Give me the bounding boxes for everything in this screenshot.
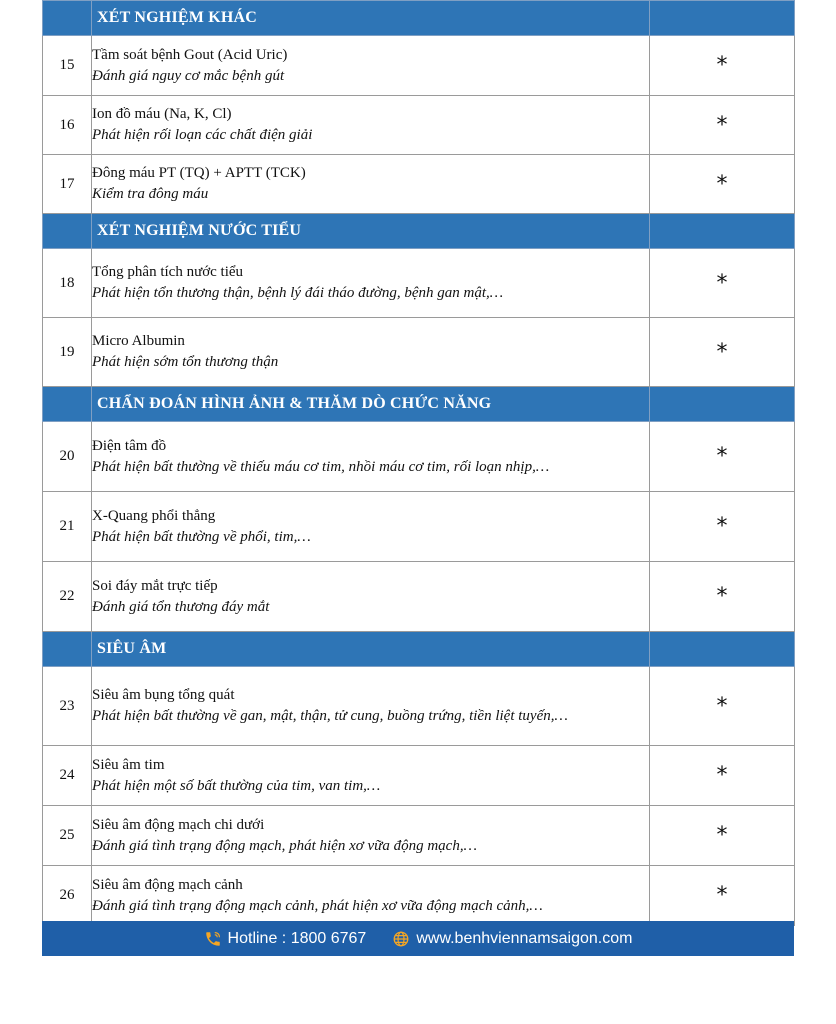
row-description bbox=[92, 562, 650, 632]
globe-icon bbox=[392, 930, 410, 948]
item-note: Đánh giá tình trạng động mạch cảnh, phát hiện xơ vữa động mạch cảnh,… bbox=[92, 897, 543, 914]
row-description bbox=[92, 667, 650, 746]
included-mark: * bbox=[650, 492, 795, 562]
table-row bbox=[43, 746, 795, 806]
section-header-row bbox=[43, 214, 795, 249]
section-title: SIÊU ÂM bbox=[92, 632, 650, 667]
included-mark: * bbox=[650, 866, 795, 926]
table-row bbox=[43, 492, 795, 562]
services-table-container bbox=[42, 0, 794, 926]
row-number: 25 bbox=[43, 806, 92, 866]
row-description bbox=[92, 422, 650, 492]
section-header-row bbox=[43, 387, 795, 422]
item-name: Tổng phân tích nước tiểu bbox=[92, 264, 244, 280]
included-mark: * bbox=[650, 36, 795, 96]
included-mark: * bbox=[650, 249, 795, 318]
row-description bbox=[92, 806, 650, 866]
included-mark: * bbox=[650, 806, 795, 866]
item-name: Soi đáy mắt trực tiếp bbox=[92, 577, 218, 594]
included-mark: * bbox=[650, 422, 795, 492]
section-mark-cell bbox=[650, 214, 795, 249]
row-description bbox=[92, 96, 650, 155]
section-mark-cell bbox=[650, 1, 795, 36]
table-row bbox=[43, 422, 795, 492]
services-table bbox=[42, 0, 795, 926]
included-mark: * bbox=[650, 667, 795, 746]
section-num-cell bbox=[43, 387, 92, 422]
row-number: 21 bbox=[43, 492, 92, 562]
row-description bbox=[92, 492, 650, 562]
item-note: Phát hiện sớm tổn thương thận bbox=[92, 354, 279, 370]
row-description bbox=[92, 36, 650, 96]
table-row bbox=[43, 866, 795, 926]
footer-bar bbox=[42, 921, 794, 956]
row-number: 26 bbox=[43, 866, 92, 926]
included-mark: * bbox=[650, 318, 795, 387]
section-header-row bbox=[43, 1, 795, 36]
row-number: 16 bbox=[43, 96, 92, 155]
section-title: XÉT NGHIỆM KHÁC bbox=[92, 1, 650, 36]
row-description bbox=[92, 866, 650, 926]
section-header-row bbox=[43, 632, 795, 667]
table-row bbox=[43, 667, 795, 746]
item-name: Ion đồ máu (Na, K, Cl) bbox=[92, 106, 232, 122]
row-description bbox=[92, 318, 650, 387]
row-number: 23 bbox=[43, 667, 92, 746]
row-number: 18 bbox=[43, 249, 92, 318]
hotline-text: Hotline : 1800 6767 bbox=[227, 929, 367, 947]
website-link: www.benhviennamsaigon.com bbox=[416, 929, 633, 947]
website-group[interactable] bbox=[392, 930, 632, 948]
item-note: Đánh giá tổn thương đáy mắt bbox=[92, 598, 270, 615]
included-mark: * bbox=[650, 746, 795, 806]
section-mark-cell bbox=[650, 387, 795, 422]
section-title: XÉT NGHIỆM NƯỚC TIỂU bbox=[92, 214, 650, 249]
included-mark: * bbox=[650, 155, 795, 214]
row-number: 17 bbox=[43, 155, 92, 214]
table-row bbox=[43, 806, 795, 866]
row-number: 20 bbox=[43, 422, 92, 492]
section-num-cell bbox=[43, 632, 92, 667]
item-note: Đánh giá nguy cơ mắc bệnh gút bbox=[92, 67, 285, 84]
row-number: 19 bbox=[43, 318, 92, 387]
item-name: Tầm soát bệnh Gout (Acid Uric) bbox=[92, 46, 288, 63]
item-name: Đông máu PT (TQ) + APTT (TCK) bbox=[92, 165, 306, 181]
item-name: Siêu âm động mạch cảnh bbox=[92, 876, 243, 893]
phone-icon bbox=[204, 930, 222, 948]
item-note: Phát hiện bất thường về thiếu máu cơ tim, nhồi máu cơ tim, rối loạn nhịp,… bbox=[92, 458, 550, 475]
included-mark: * bbox=[650, 562, 795, 632]
item-note: Phát hiện một số bất thường của tim, van tim,… bbox=[92, 777, 381, 794]
hotline-group[interactable] bbox=[204, 930, 367, 948]
item-note: Phát hiện bất thường về gan, mật, thận, tử cung, buồng trứng, tiền liệt tuyến,… bbox=[92, 708, 568, 724]
table-row bbox=[43, 249, 795, 318]
included-mark: * bbox=[650, 96, 795, 155]
item-name: Siêu âm bụng tổng quát bbox=[92, 687, 235, 703]
section-num-cell bbox=[43, 1, 92, 36]
item-note: Phát hiện rối loạn các chất điện giải bbox=[92, 127, 313, 143]
row-description bbox=[92, 746, 650, 806]
row-description bbox=[92, 249, 650, 318]
row-description bbox=[92, 155, 650, 214]
item-note: Phát hiện tổn thương thận, bệnh lý đái tháo đường, bệnh gan mật,… bbox=[92, 285, 504, 301]
row-number: 15 bbox=[43, 36, 92, 96]
item-note: Đánh giá tình trạng động mạch, phát hiện xơ vữa động mạch,… bbox=[92, 837, 477, 854]
table-row bbox=[43, 562, 795, 632]
item-name: Siêu âm tim bbox=[92, 756, 165, 773]
item-name: Micro Albumin bbox=[92, 333, 185, 349]
table-row bbox=[43, 96, 795, 155]
row-number: 22 bbox=[43, 562, 92, 632]
item-note: Phát hiện bất thường về phổi, tim,… bbox=[92, 528, 311, 545]
section-title: CHẨN ĐOÁN HÌNH ẢNH & THĂM DÒ CHỨC NĂNG bbox=[92, 387, 650, 422]
row-number: 24 bbox=[43, 746, 92, 806]
table-row bbox=[43, 36, 795, 96]
table-row bbox=[43, 318, 795, 387]
item-note: Kiểm tra đông máu bbox=[92, 186, 209, 202]
item-name: Điện tâm đồ bbox=[92, 437, 167, 454]
section-mark-cell bbox=[650, 632, 795, 667]
table-row bbox=[43, 155, 795, 214]
item-name: X-Quang phổi thẳng bbox=[92, 507, 216, 524]
item-name: Siêu âm động mạch chi dưới bbox=[92, 816, 265, 833]
section-num-cell bbox=[43, 214, 92, 249]
